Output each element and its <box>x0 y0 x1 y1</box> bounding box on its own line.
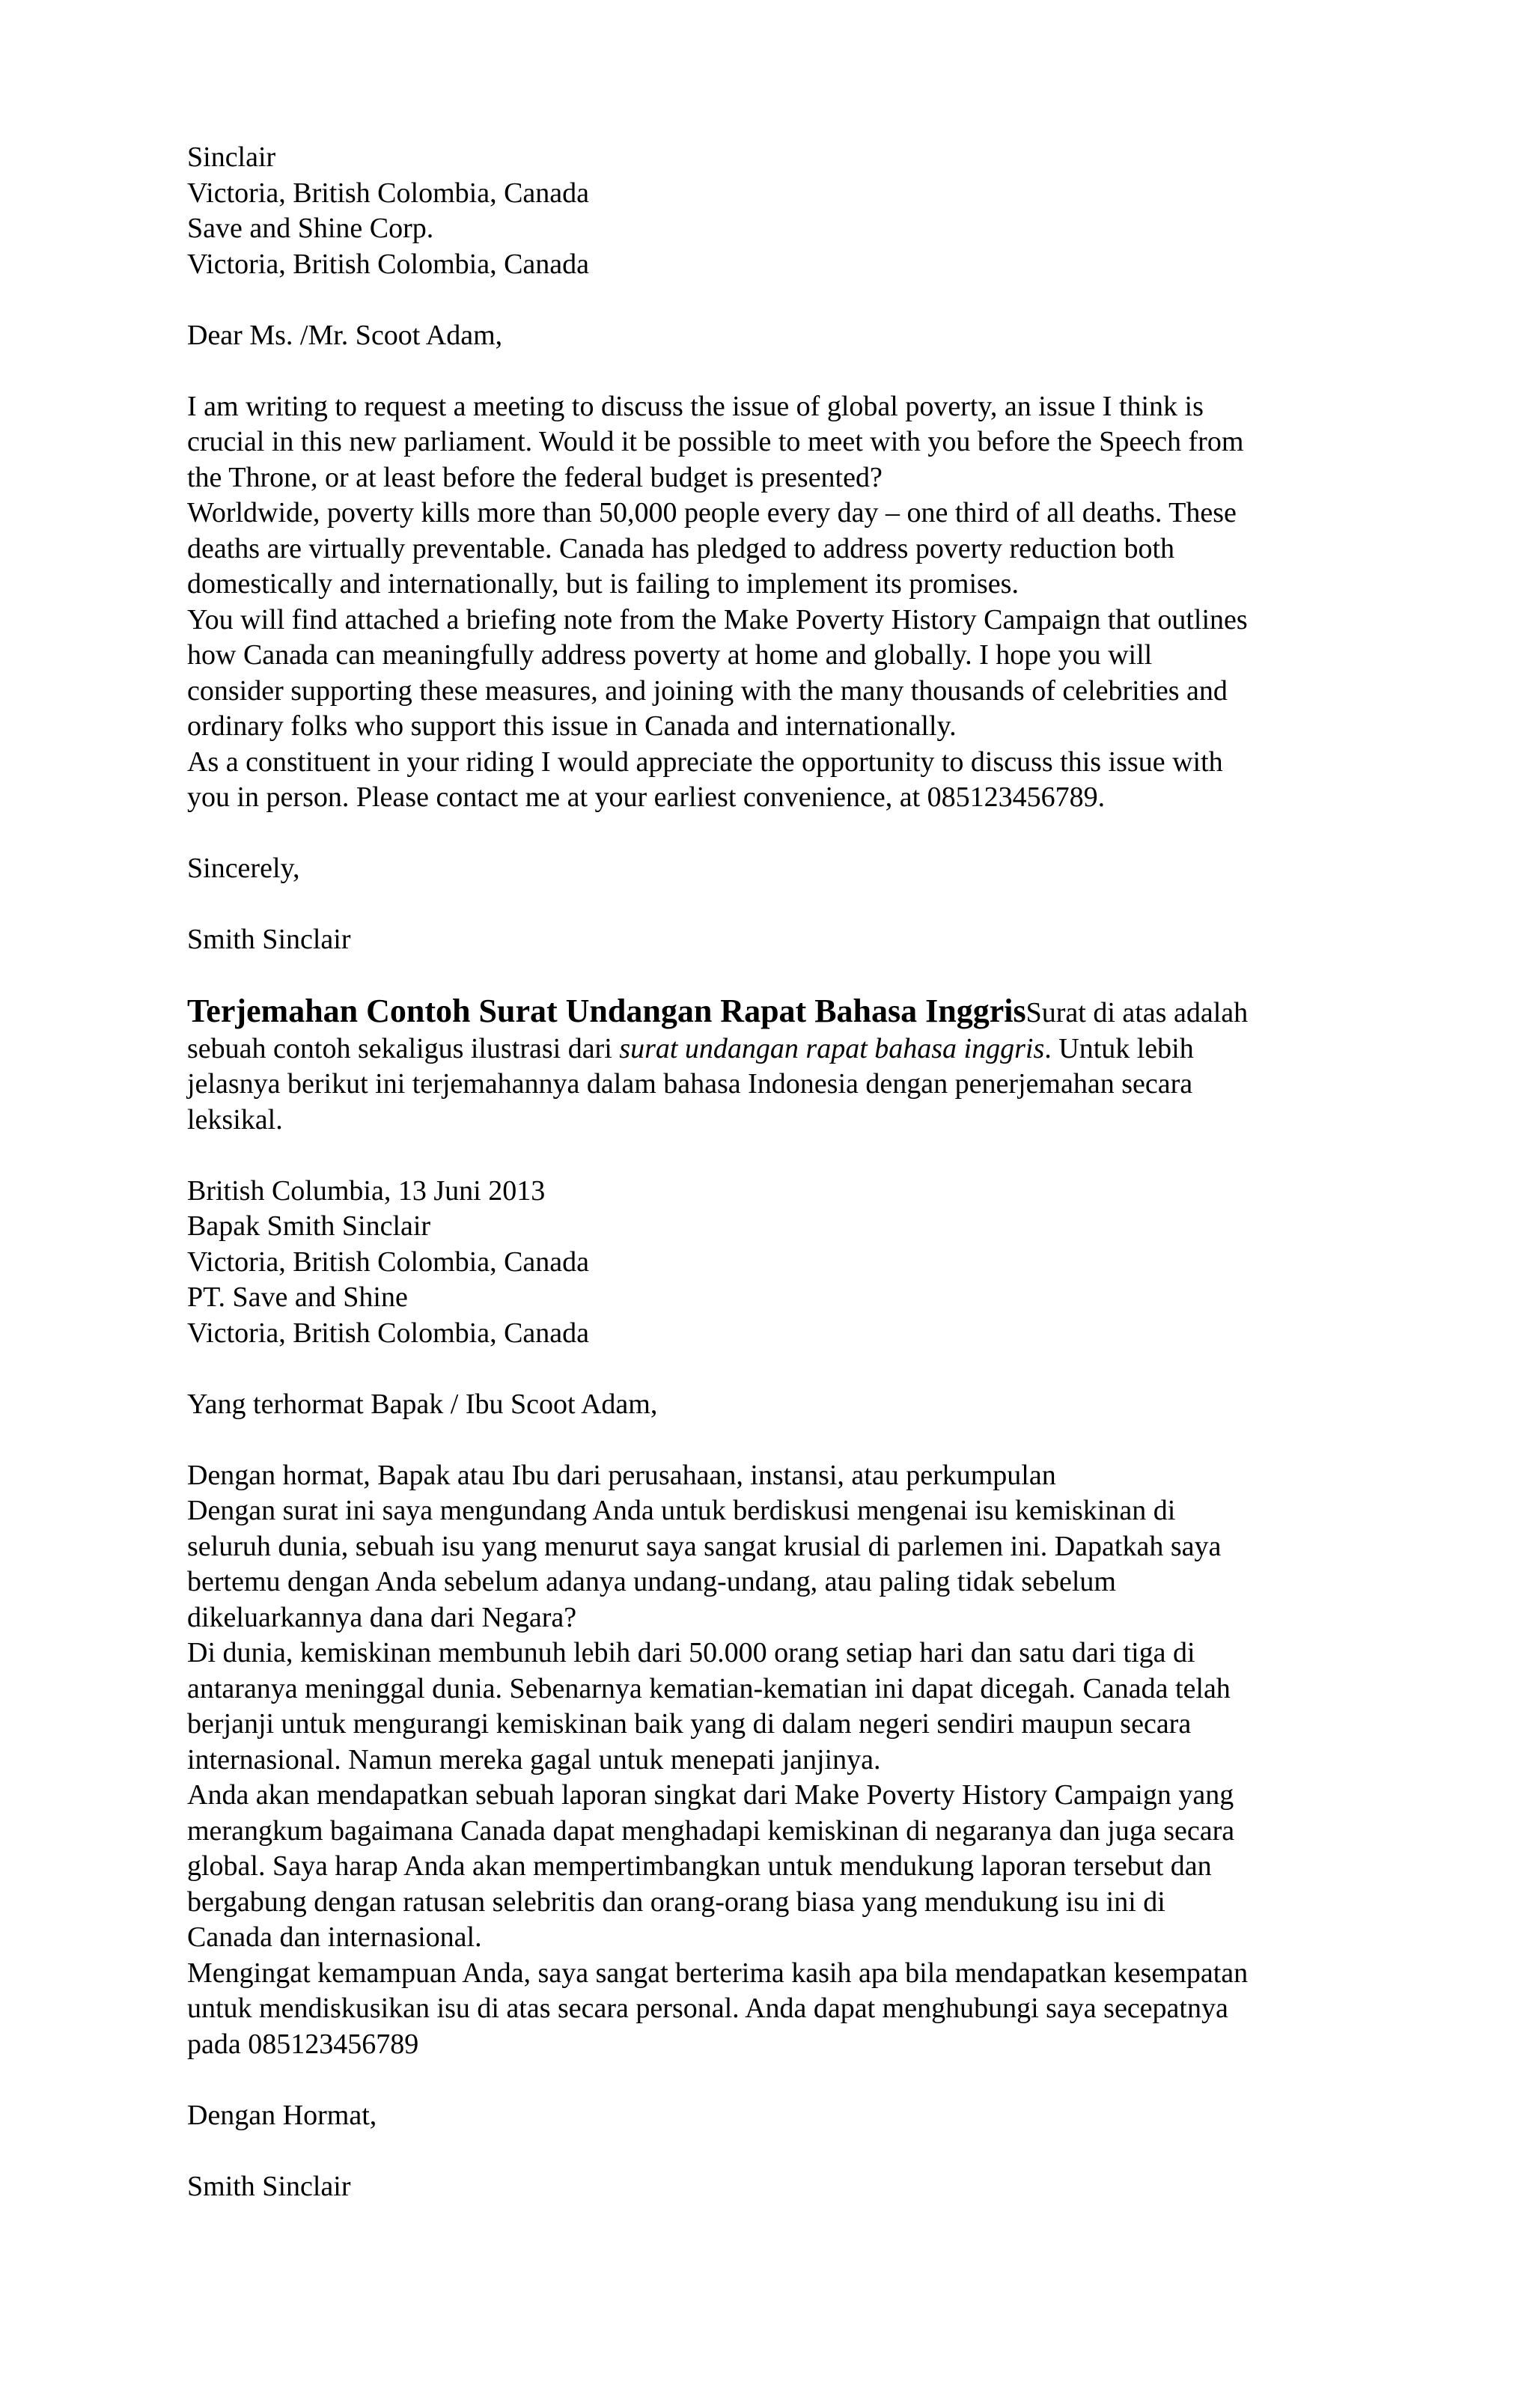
body-line: internasional. Namun mereka gagal untuk menepati janjinya. <box>187 1743 881 1775</box>
intro-line <box>187 1031 1347 1067</box>
english-closing: Sincerely, <box>187 853 300 884</box>
body-line: Canada dan internasional. <box>187 1921 482 1953</box>
address-line: PT. Save and Shine <box>187 1281 408 1313</box>
address-line: Victoria, British Colombia, Canada <box>187 1246 590 1278</box>
indonesian-signature: Smith Sinclair <box>187 2170 351 2202</box>
body-line: bergabung dengan ratusan selebritis dan orang-orang biasa yang mendukung isu ini di <box>187 1886 1165 1918</box>
body-line: Di dunia, kemiskinan membunuh lebih dari 50.000 orang setiap hari dan satu dari tiga di <box>187 1637 1195 1668</box>
address-line: Victoria, British Colombia, Canada <box>187 1317 590 1349</box>
body-line: untuk mendiskusikan isu di atas secara personal. Anda dapat menghubungi saya secepatnya <box>187 1993 1228 2024</box>
body-line: crucial in this new parliament. Would it be possible to meet with you before the Speech from <box>187 426 1244 457</box>
body-line: Dengan surat ini saya mengundang Anda untuk berdiskusi mengenai isu kemiskinan di <box>187 1495 1176 1526</box>
translation-intro <box>187 993 1347 1138</box>
body-line: Worldwide, poverty kills more than 50,000 people every day – one third of all deaths. These <box>187 497 1237 528</box>
body-line: I am writing to request a meeting to discuss the issue of global poverty, an issue I think is <box>187 390 1204 422</box>
body-line: seluruh dunia, sebuah isu yang menurut saya sangat krusial di parlemen ini. Dapatkah saya <box>187 1530 1222 1562</box>
indonesian-address-block <box>187 1174 1347 1352</box>
body-line: dikeluarkannya dana dari Negara? <box>187 1601 577 1633</box>
document-content <box>187 140 1347 2204</box>
body-line: the Throne, or at least before the federal budget is presented? <box>187 461 883 493</box>
body-line: how Canada can meaningfully address poverty at home and globally. I hope you will <box>187 639 1153 671</box>
english-signature: Smith Sinclair <box>187 924 351 955</box>
address-line: British Columbia, 13 Juni 2013 <box>187 1174 546 1207</box>
body-line: You will find attached a briefing note from the Make Poverty History Campaign that outlines <box>187 603 1248 635</box>
address-line: Save and Shine Corp. <box>187 213 434 244</box>
english-address-block <box>187 140 1347 282</box>
translation-heading: Terjemahan Contoh Surat Undangan Rapat Bahasa Inggris <box>187 993 1026 1029</box>
indonesian-closing: Dengan Hormat, <box>187 2099 377 2131</box>
intro-text: sebuah contoh sekaligus ilustrasi dari <box>187 1032 620 1064</box>
indonesian-salutation: Yang terhormat Bapak / Ibu Scoot Adam, <box>187 1388 658 1420</box>
body-line: Mengingat kemampuan Anda, saya sangat berterima kasih apa bila mendapatkan kesempatan <box>187 1957 1249 1989</box>
body-line: pada 085123456789 <box>187 2028 419 2060</box>
body-line: domestically and internationally, but is failing to implement its promises. <box>187 568 1019 600</box>
body-line: bertemu dengan Anda sebelum adanya undang-undang, atau paling tidak sebelum <box>187 1566 1116 1597</box>
intro-line: jelasnya berikut ini terjemahannya dalam bahasa Indonesia dengan penerjemahan secara <box>187 1068 1193 1100</box>
translation-heading-line <box>187 993 1347 1031</box>
english-salutation: Dear Ms. /Mr. Scoot Adam, <box>187 319 503 351</box>
body-line: berjanji untuk mengurangi kemiskinan baik yang di dalam negeri sendiri maupun secara <box>187 1708 1192 1740</box>
body-line: Dengan hormat, Bapak atau Ibu dari perusahaan, instansi, atau perkumpulan <box>187 1459 1056 1491</box>
address-line: Bapak Smith Sinclair <box>187 1210 431 1242</box>
body-line: antaranya meninggal dunia. Sebenarnya kematian-kematian ini dapat dicegah. Canada telah <box>187 1672 1231 1704</box>
intro-italic-link-text: surat undangan rapat bahasa inggris <box>619 1032 1045 1064</box>
intro-line: leksikal. <box>187 1103 283 1136</box>
body-line: consider supporting these measures, and joining with the many thousands of celebrities and <box>187 674 1228 707</box>
body-line: Anda akan mendapatkan sebuah laporan singkat dari Make Poverty History Campaign yang <box>187 1779 1234 1811</box>
body-line: merangkum bagaimana Canada dapat menghadapi kemiskinan di negaranya dan juga secara <box>187 1814 1235 1847</box>
address-line: Victoria, British Colombia, Canada <box>187 177 590 209</box>
body-line: global. Saya harap Anda akan mempertimbangkan untuk mendukung laporan tersebut dan <box>187 1850 1212 1882</box>
intro-text: . Untuk lebih <box>1044 1032 1194 1064</box>
body-line: As a constituent in your riding I would appreciate the opportunity to discuss this issue with <box>187 746 1223 778</box>
indonesian-letter-body <box>187 1458 1347 2063</box>
body-line: you in person. Please contact me at your earliest convenience, at 085123456789. <box>187 781 1106 813</box>
address-line: Sinclair <box>187 141 276 173</box>
intro-text: Surat di atas adalah <box>1025 997 1249 1028</box>
body-line: deaths are virtually preventable. Canada has pledged to address poverty reduction both <box>187 532 1174 564</box>
english-letter-body <box>187 389 1347 816</box>
address-line: Victoria, British Colombia, Canada <box>187 248 590 280</box>
body-line: ordinary folks who support this issue in Canada and internationally. <box>187 710 957 742</box>
